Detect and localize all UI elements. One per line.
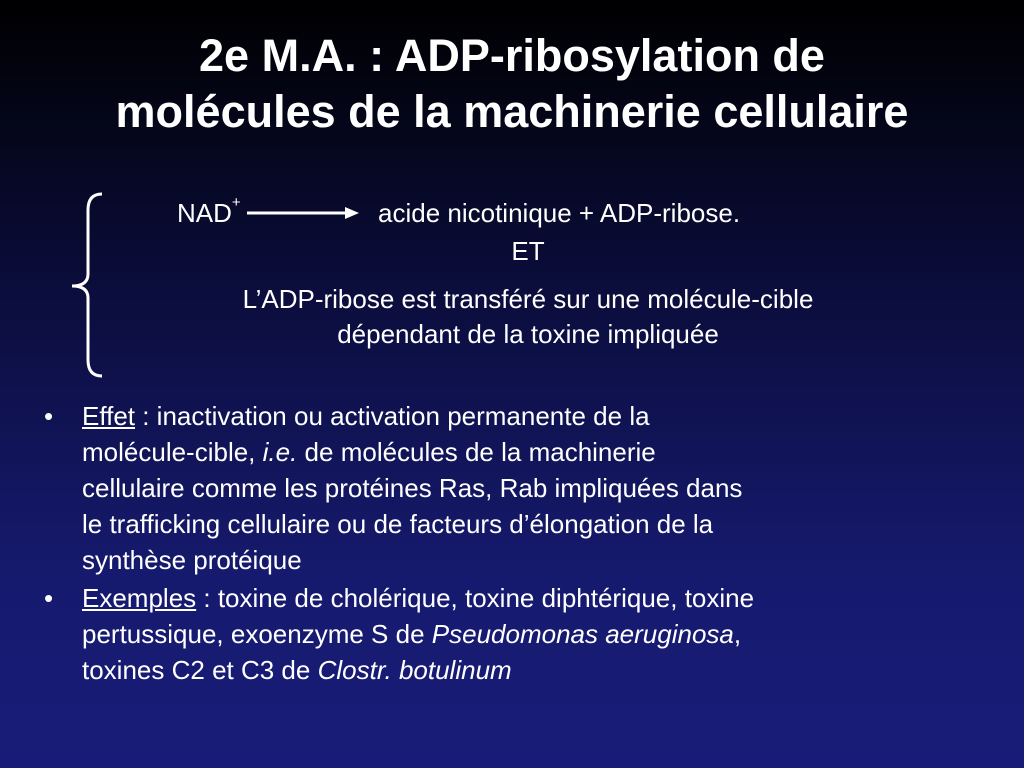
ie-abbrev: i.e. — [262, 437, 298, 467]
transfer-line-2: dépendant de la toxine impliquée — [337, 319, 719, 349]
bullet-marker: • — [44, 401, 54, 431]
species-pseudomonas: Pseudomonas aeruginosa — [431, 619, 734, 649]
title-line-2: molécules de la machinerie cellulaire — [115, 86, 909, 137]
slide-title — [0, 28, 1024, 140]
bullet-effet: • Effet : inactivation ou activation permanente de la molécule-cible, i.e. de molécules de la machinerie cellulaire comme les protéines Ras, Rab impliquées dans le trafficking cellulaire ou de facteurs d’élongation de la synthèse protéique — [40, 398, 1000, 578]
bullet-list — [40, 398, 1000, 690]
term-effet: Effet — [82, 401, 136, 431]
title-line-1: 2e M.A. : ADP-ribosylation de — [199, 30, 825, 81]
transfer-line-1: L’ADP-ribose est transféré sur une molécule-cible — [242, 284, 814, 314]
connector-et: ET — [511, 236, 545, 266]
reaction-equation — [0, 194, 1024, 234]
nad-substrate: NAD+ — [177, 194, 241, 228]
bullet-marker: • — [44, 583, 54, 613]
nad-charge: + — [231, 194, 241, 211]
reaction-products: acide nicotinique + ADP-ribose. — [378, 198, 741, 228]
species-clostridium: Clostr. botulinum — [317, 655, 512, 685]
reaction-arrow-icon — [247, 202, 359, 224]
transfer-statement — [0, 282, 1024, 352]
term-exemples: Exemples — [82, 583, 197, 613]
bullet-exemples: • Exemples : toxine de cholérique, toxine diphtérique, toxine pertussique, exoenzyme S de Pseudomonas aeruginosa, toxines C2 et C3 de Clostr. botulinum — [40, 580, 1000, 688]
